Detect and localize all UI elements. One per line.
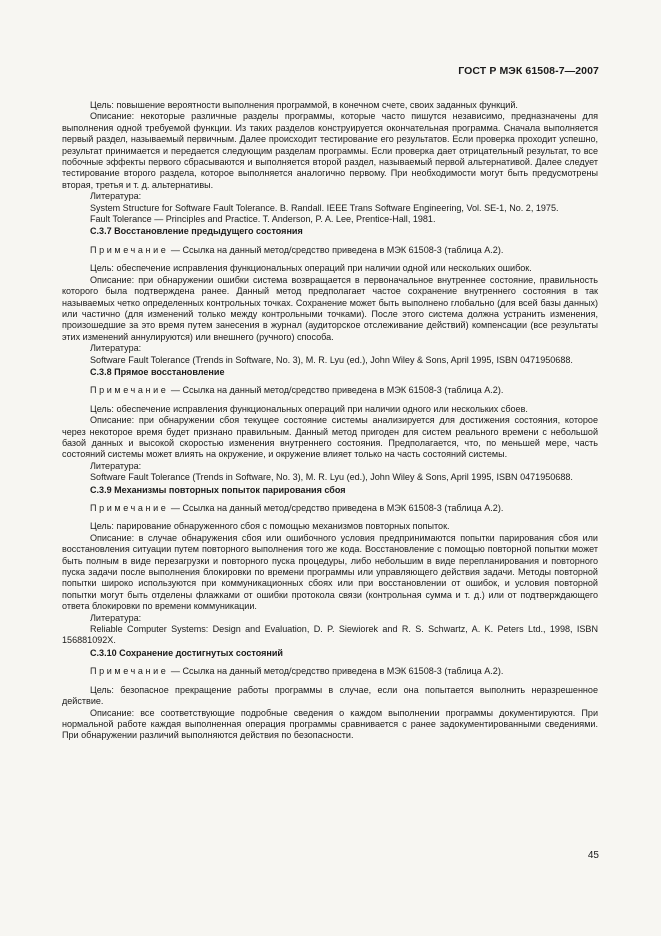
body-paragraph: Литература: xyxy=(90,191,142,202)
note-label: Примечание xyxy=(90,385,169,396)
body-paragraph: Описание: в случае обнаружения сбоя или ошибочного условия предпринимаются попытки парирования сбоя или восстановления ситуации путем повторного выполнения того же кода. Восстановление с помощью повторной попытки может быть полным в виде перезагрузки и повторного пуска процедуры, либо небольшим в виде перепланирования и повторного пуска задачи после выполнения блокировки по времени программы или управляющего действия задачи. Методы повторной попытки широко используются при коммуникационных сбоях или при восстановлении от ошибок, и условия повторной попытки могут быть отделены флажками от ошибки протокола связи (контрольная сумма и т. д.) или от подтверждающего ответа блокировки по времени коммуникации. xyxy=(62,532,598,612)
note-label: Примечание xyxy=(90,244,169,255)
body-paragraph: Литература: xyxy=(90,460,142,471)
note-label: Примечание xyxy=(90,666,169,677)
section-heading: C.3.7 Восстановление предыдущего состояния xyxy=(90,226,303,237)
document-header: ГОСТ Р МЭК 61508-7—2007 xyxy=(458,65,599,77)
section-heading: C.3.10 Сохранение достигнутых состояний xyxy=(90,647,283,658)
body-paragraph: Software Fault Tolerance (Trends in Software, No. 3), M. R. Lyu (ed.), John Wiley & Sons, April 1995, ISBN 0471950688. xyxy=(90,472,573,483)
note-text: — Ссылка на данный метод/средство приведена в МЭК 61508-3 (таблица А.2). xyxy=(168,385,504,396)
body-paragraph: Цель: обеспечение исправления функциональных операций при наличии одного или нескольких сбоев. xyxy=(90,403,528,414)
body-paragraph: Reliable Computer Systems: Design and Evaluation, D. P. Siewiorek and R. S. Schwartz, A. K. Peters Ltd., 1998, ISBN 156881092X. xyxy=(62,624,598,646)
body-paragraph: System Structure for Software Fault Tolerance. B. Randall. IEEE Trans Software Engineering, Vol. SE-1, No. 2, 1975. xyxy=(90,202,559,213)
body-paragraph: Fault Tolerance — Principles and Practice. T. Anderson, P. A. Lee, Prentice-Hall, 1981. xyxy=(90,214,436,225)
note-paragraph xyxy=(62,503,598,514)
body-paragraph: Цель: повышение вероятности выполнения программой, в конечном счете, своих заданных функций. xyxy=(90,100,518,110)
section-heading: C.3.8 Прямое восстановление xyxy=(90,366,225,377)
body-paragraph: Литература: xyxy=(90,612,142,623)
note-label: Примечание xyxy=(90,503,169,513)
body-paragraph: Описание: все соответствующие подробные сведения о каждом выполнении программы документируются. При нормальной работе каждая выполненная операция программы сравнивается с ранее задокументированными сведениями. При обнаружении различий выполняются действия по безопасности. xyxy=(62,707,598,741)
body-paragraph: Software Fault Tolerance (Trends in Software, No. 3), M. R. Lyu (ed.), John Wiley & Sons, April 1995, ISBN 0471950688. xyxy=(90,354,573,365)
note-paragraph xyxy=(62,666,598,677)
body-paragraph: Цель: парирование обнаруженного сбоя с помощью механизмов повторных попыток. xyxy=(90,521,450,532)
body-paragraph: Описание: при обнаружении сбоя текущее состояние системы анализируется для достижения состояния, которое через некоторое время будет признано правильным. Данный метод пригоден для систем реального времени с небольшой базой данных и высокой скоростью изменения внутреннего состояния. Предполагается, что, по меньшей мере, часть состояний системы может влиять на окружение, и окружение влияет только на часть состояний системы. xyxy=(62,415,598,460)
note-text: — Ссылка на данный метод/средство приведена в МЭК 61508-3 (таблица А.2). xyxy=(168,244,504,255)
body-paragraph: Цель: обеспечение исправления функциональных операций при наличии одной или нескольких ошибок. xyxy=(90,263,532,274)
page-number: 45 xyxy=(587,850,599,861)
page-body xyxy=(62,100,598,742)
note-text: — Ссылка на данный метод/средство приведена в МЭК 61508-3 (таблица А.2). xyxy=(168,666,504,677)
note-paragraph xyxy=(62,385,598,396)
note-paragraph xyxy=(62,245,598,256)
body-paragraph: Литература: xyxy=(90,343,142,354)
body-paragraph: Цель: безопасное прекращение работы программы в случае, если она попытается выполнить неразрешенное действие. xyxy=(62,684,598,707)
section-heading: C.3.9 Механизмы повторных попыток парирования сбоя xyxy=(90,484,346,495)
body-paragraph: Описание: некоторые различные разделы программы, которые часто пишутся независимо, предназначены для выполнения одной требуемой функции. Из таких разделов конструируется окончательная программа. Сначала выполняется первый раздел, называемый первичным. Далее происходит тестирование его результатов. Если проверка проходит успешно, результат принимается и передается следующим разделам программы. Если проверка дает отрицательный результат, то все побочные эффекты первого сбрасываются и выполняется второй раздел, называемый первой альтернативой. Далее следует тестирование второго раздела, которое выполняется аналогично первому. При необходимости могут быть предусмотрены вторая, третья и т. д. альтернативы. xyxy=(62,111,598,190)
body-paragraph: Описание: при обнаружении ошибки система возвращается в первоначальное внутреннее состояние, правильность которого была подтверждена ранее. Данный метод предполагает частое сохранение внутреннего состояния в так называемых четко определенных контрольных точках. Сохранение может быть выполнено глобально (для всей базы данных) или частично (для изменений только между контрольными точками). После этого система должна устранить изменения, произошедшие за это время путем занесения в журнал (аудиторское отслеживание действий) компенсации (все результаты этих изменений аннулируются) или внешнего (ручного) способа. xyxy=(62,274,598,342)
note-text: — Ссылка на данный метод/средство приведена в МЭК 61508-3 (таблица А.2). xyxy=(168,503,504,513)
